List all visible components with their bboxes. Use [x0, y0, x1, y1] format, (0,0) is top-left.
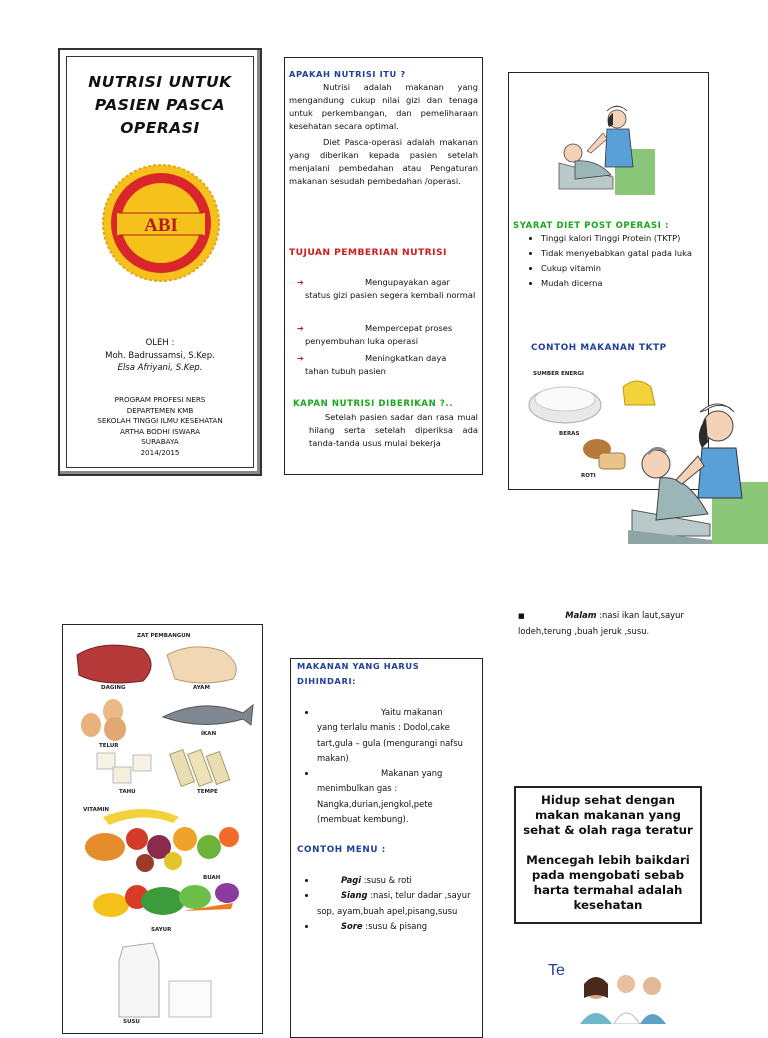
- syarat-item: • Tidak menyebabkan gatal pada luka: [541, 246, 704, 261]
- tujuan-heading-text: TUJUAN PEMBERIAN NUTRISI: [289, 247, 447, 258]
- cover-panel: [58, 48, 262, 476]
- food-label-sayur: SAYUR: [151, 927, 172, 933]
- program-block: [67, 395, 253, 458]
- q1-paragraph: Diet Pasca-operasi adalah makanan yang diberikan kepada pasien setelah menjalani pembedahan atau Pengaturan makanan sesudah pembedahan /operasi.: [289, 137, 478, 186]
- malam-text: :nasi ikan laut,sayur lodeh,terung ,buah jeruk ,susu.: [518, 610, 684, 636]
- program-line: PROGRAM PROFESI NERS: [114, 395, 206, 404]
- menu-heading-text: CONTOH MENU :: [297, 845, 386, 855]
- hindari-heading-line: DIHINDARI:: [297, 676, 357, 686]
- hindari-item: [317, 766, 478, 827]
- food-label-tempe: TEMPE: [197, 789, 218, 795]
- food-label-beras: BERAS: [559, 431, 580, 437]
- hindari-heading: [297, 659, 478, 689]
- food-label-vitamin: VITAMIN: [83, 807, 110, 813]
- q1-section: [289, 68, 478, 188]
- food-label-susu: SUSU: [123, 1019, 140, 1025]
- syarat-heading: SYARAT DIET POST OPERASI :: [513, 221, 670, 231]
- menu-item-text: :nasi, telur dadar ,sayur sop, ayam,buah apel,pisang,susu: [317, 890, 471, 916]
- malam-menu: [518, 608, 698, 639]
- food-label-telur: TELUR: [99, 743, 119, 749]
- tujuan-item-lead: Meningkatkan daya: [365, 353, 447, 363]
- institution-logo: [101, 163, 221, 283]
- menu-item-text: :susu & roti: [363, 875, 412, 885]
- arrow-bullet-icon: ➔: [297, 354, 304, 363]
- menu-list: [297, 873, 478, 934]
- hindari-heading-line: MAKANAN YANG HARUS: [297, 661, 420, 671]
- program-line: SURABAYA: [141, 437, 179, 446]
- cover-title-line: NUTRISI UNTUK: [88, 73, 232, 91]
- motto-line: Hidup sehat dengan makan makanan yang sehat & olah raga teratur: [523, 793, 693, 837]
- program-line: 2014/2015: [140, 447, 180, 457]
- hindari-item-lead: • Makanan yang: [381, 768, 443, 779]
- q1-heading: APAKAH NUTRISI ITU ?: [289, 69, 406, 79]
- contoh-tktp-heading: CONTOH MAKANAN TKTP: [531, 343, 667, 353]
- tujuan-item-rest: penyembuhan luka operasi: [305, 336, 419, 346]
- tujuan-heading: [289, 246, 478, 259]
- food-label-roti: ROTI: [581, 473, 596, 479]
- food-label-ayam: AYAM: [193, 685, 210, 691]
- logo-text: ABI: [144, 215, 178, 236]
- hindari-item-lead: • Yaitu makanan: [381, 707, 443, 717]
- menu-item-label: Sore: [341, 920, 363, 931]
- food-groups-panel: [62, 624, 263, 1034]
- author-name: Elsa Afriyani, S.Kep.: [117, 363, 203, 373]
- q1-paragraph: Nutrisi adalah makanan yang mengandung cukup nilai gizi dan tenaga untuk perkembangan, dan pemeliharaan kesehatan secara optimal.: [289, 82, 478, 131]
- kapan-text: Setelah pasien sadar dan rasa mual hilang serta setelah diperiksa ada tanda-tanda usus mulai bekerja: [309, 412, 478, 448]
- food-label-zat-pembangun: ZAT PEMBANGUN: [137, 633, 191, 639]
- tujuan-item-lead: Mempercepat proses: [365, 323, 453, 333]
- arrow-bullet-icon: ➔: [297, 278, 304, 287]
- menu-heading: [297, 843, 478, 858]
- partial-heading: Te: [548, 962, 565, 979]
- program-line: ARTHA BODHI ISWARA: [119, 426, 201, 436]
- menu-item: [317, 919, 478, 934]
- author-name: Moh. Badrussamsi, S.Kep.: [105, 350, 215, 361]
- food-label-sumber-energi: SUMBER ENERGI: [533, 371, 584, 377]
- hindari-list: [297, 705, 478, 827]
- cover-title-line: OPERASI: [120, 119, 200, 137]
- nurse-patient-illustration: [555, 89, 655, 195]
- food-groups-illustration: [63, 625, 263, 1025]
- medical-staff-photo: [568, 958, 672, 1024]
- food-label-daging: DAGING: [101, 685, 126, 691]
- hindari-panel: [290, 658, 483, 1038]
- tujuan-item-rest: tahan tubuh pasien: [305, 366, 386, 376]
- cover-title: [67, 71, 253, 140]
- syarat-item: • Cukup vitamin: [541, 261, 704, 276]
- tujuan-item-rest: status gizi pasien segera kembali normal: [305, 290, 476, 300]
- motto-line: Mencegah lebih baikdari pada mengobati sebab harta termahal adalah kesehatan: [526, 853, 690, 912]
- tujuan-item: [297, 322, 478, 348]
- food-label-tahu: TAHU: [119, 789, 136, 795]
- hindari-item-rest: yang terlalu manis : Dodol,cake tart,gula – gula (mengurangi nafsu makan): [317, 722, 463, 763]
- arrow-bullet-icon: ➔: [297, 324, 304, 333]
- nurse-patient-large-illustration: [626, 394, 768, 544]
- syarat-item: • Mudah dicerna: [541, 276, 704, 291]
- menu-item: [317, 873, 478, 888]
- tujuan-item: [297, 352, 478, 378]
- menu-item-label: Siang: [341, 890, 368, 901]
- menu-item-label: Pagi: [341, 875, 362, 885]
- motto-box: [514, 786, 702, 924]
- tujuan-item: [297, 276, 478, 302]
- oleh-label: OLEH :: [145, 338, 175, 348]
- menu-item-text: :susu & pisang: [365, 920, 428, 931]
- hindari-item: [317, 705, 478, 766]
- cover-title-line: PASIEN PASCA: [94, 96, 226, 114]
- author-block: [67, 337, 253, 375]
- definition-panel: [284, 57, 483, 475]
- syarat-item: • Tinggi kalori Tinggi Protein (TKTP): [541, 231, 704, 246]
- menu-bullet-icon: ■: [518, 612, 525, 620]
- program-line: DEPARTEMEN KMB: [126, 405, 194, 415]
- syarat-section: [513, 221, 704, 291]
- syarat-list: [513, 231, 704, 291]
- tujuan-item-lead: Mengupayakan agar: [365, 277, 450, 287]
- food-label-ikan: IKAN: [201, 731, 217, 737]
- menu-item: [317, 888, 478, 919]
- program-line: SEKOLAH TINGGI ILMU KESEHATAN: [97, 416, 223, 425]
- kapan-heading: KAPAN NUTRISI DIBERIKAN ?..: [293, 399, 454, 409]
- malam-label: Malam: [565, 610, 597, 620]
- kapan-section: [289, 398, 478, 450]
- cover-inner-border: [66, 56, 254, 468]
- hindari-item-rest: menimbulkan gas : Nangka,durian,jengkol,pete (membuat kembung).: [317, 783, 433, 825]
- food-label-buah: BUAH: [203, 875, 221, 881]
